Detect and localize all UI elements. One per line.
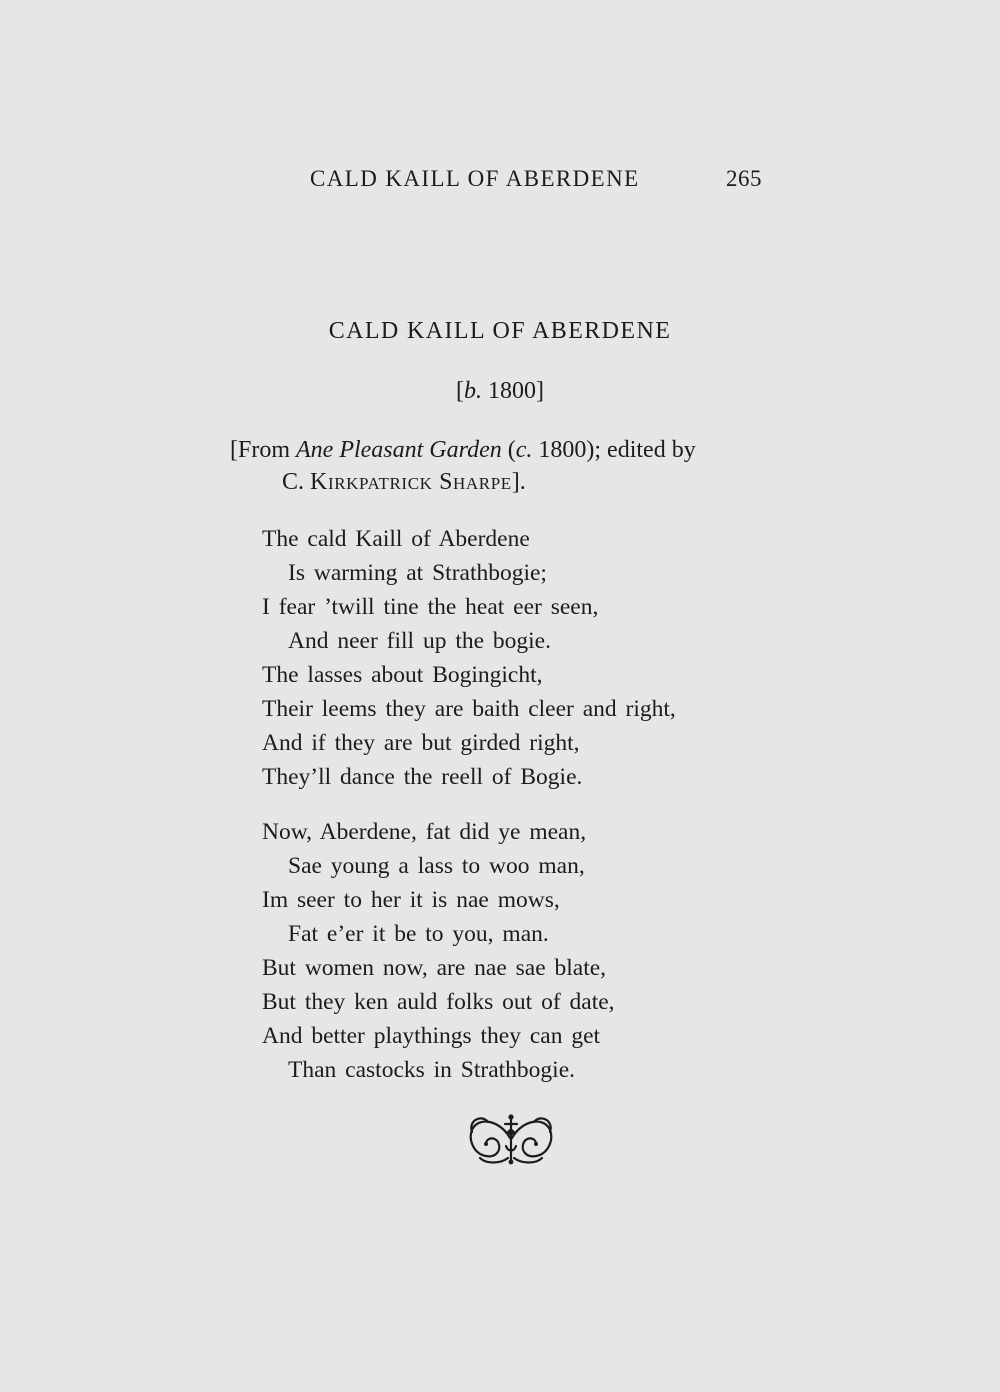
- source-work-title: Ane Pleasant Garden: [296, 437, 502, 463]
- verse-line: Their leems they are baith cleer and right,: [262, 696, 676, 722]
- source-mid-2: 1800); edited by: [532, 437, 696, 463]
- verse-line: And neer fill up the bogie.: [288, 628, 551, 654]
- verse-line: The cald Kaill of Aberdene: [262, 526, 530, 552]
- source-note: [230, 434, 790, 498]
- verse-line: Than castocks in Strathbogie.: [288, 1057, 576, 1083]
- source-prefix: [From: [230, 437, 296, 463]
- verse-line: But women now, are nae sae blate,: [262, 955, 607, 981]
- date-open-bracket: [: [456, 378, 464, 404]
- stanza-1: [262, 522, 782, 794]
- source-line-2: [230, 466, 790, 498]
- stanza-2: [262, 815, 782, 1087]
- verse-line: Fat e’er it be to you, man.: [288, 921, 549, 947]
- date-year: 1800]: [482, 378, 544, 404]
- verse-line: And better playthings they can get: [262, 1023, 601, 1049]
- source-line-1: [230, 437, 696, 463]
- author-date: [0, 378, 1000, 405]
- editor-initial: C.: [282, 469, 311, 495]
- verse-line: And if they are but girded right,: [262, 730, 580, 756]
- running-head: [310, 166, 770, 200]
- verse-line: The lasses about Bogingicht,: [262, 662, 543, 688]
- date-born-abbrev: b.: [464, 378, 482, 404]
- running-head-title: CALD KAILL OF ABERDENE: [310, 166, 640, 191]
- source-mid-1: (: [501, 437, 516, 463]
- editor-name: Kirkpatrick Sharpe: [310, 469, 512, 495]
- verse-line: But they ken auld folks out of date,: [262, 989, 615, 1015]
- verse-line: I fear ’twill tine the heat eer seen,: [262, 594, 599, 620]
- verse-line: Im seer to her it is nae mows,: [262, 887, 560, 913]
- source-circa: c.: [515, 437, 533, 463]
- verse-line: Sae young a lass to woo man,: [288, 853, 585, 879]
- poem-title: CALD KAILL OF ABERDENE: [328, 318, 672, 344]
- page-number: 265: [726, 166, 762, 191]
- verse-line: Is warming at Strathbogie;: [288, 560, 547, 586]
- verse-line: They’ll dance the reell of Bogie.: [262, 764, 583, 790]
- tailpiece-ornament-icon: [466, 1110, 556, 1166]
- verse-line: Now, Aberdene, fat did ye mean,: [262, 819, 587, 845]
- source-suffix: ].: [511, 469, 526, 495]
